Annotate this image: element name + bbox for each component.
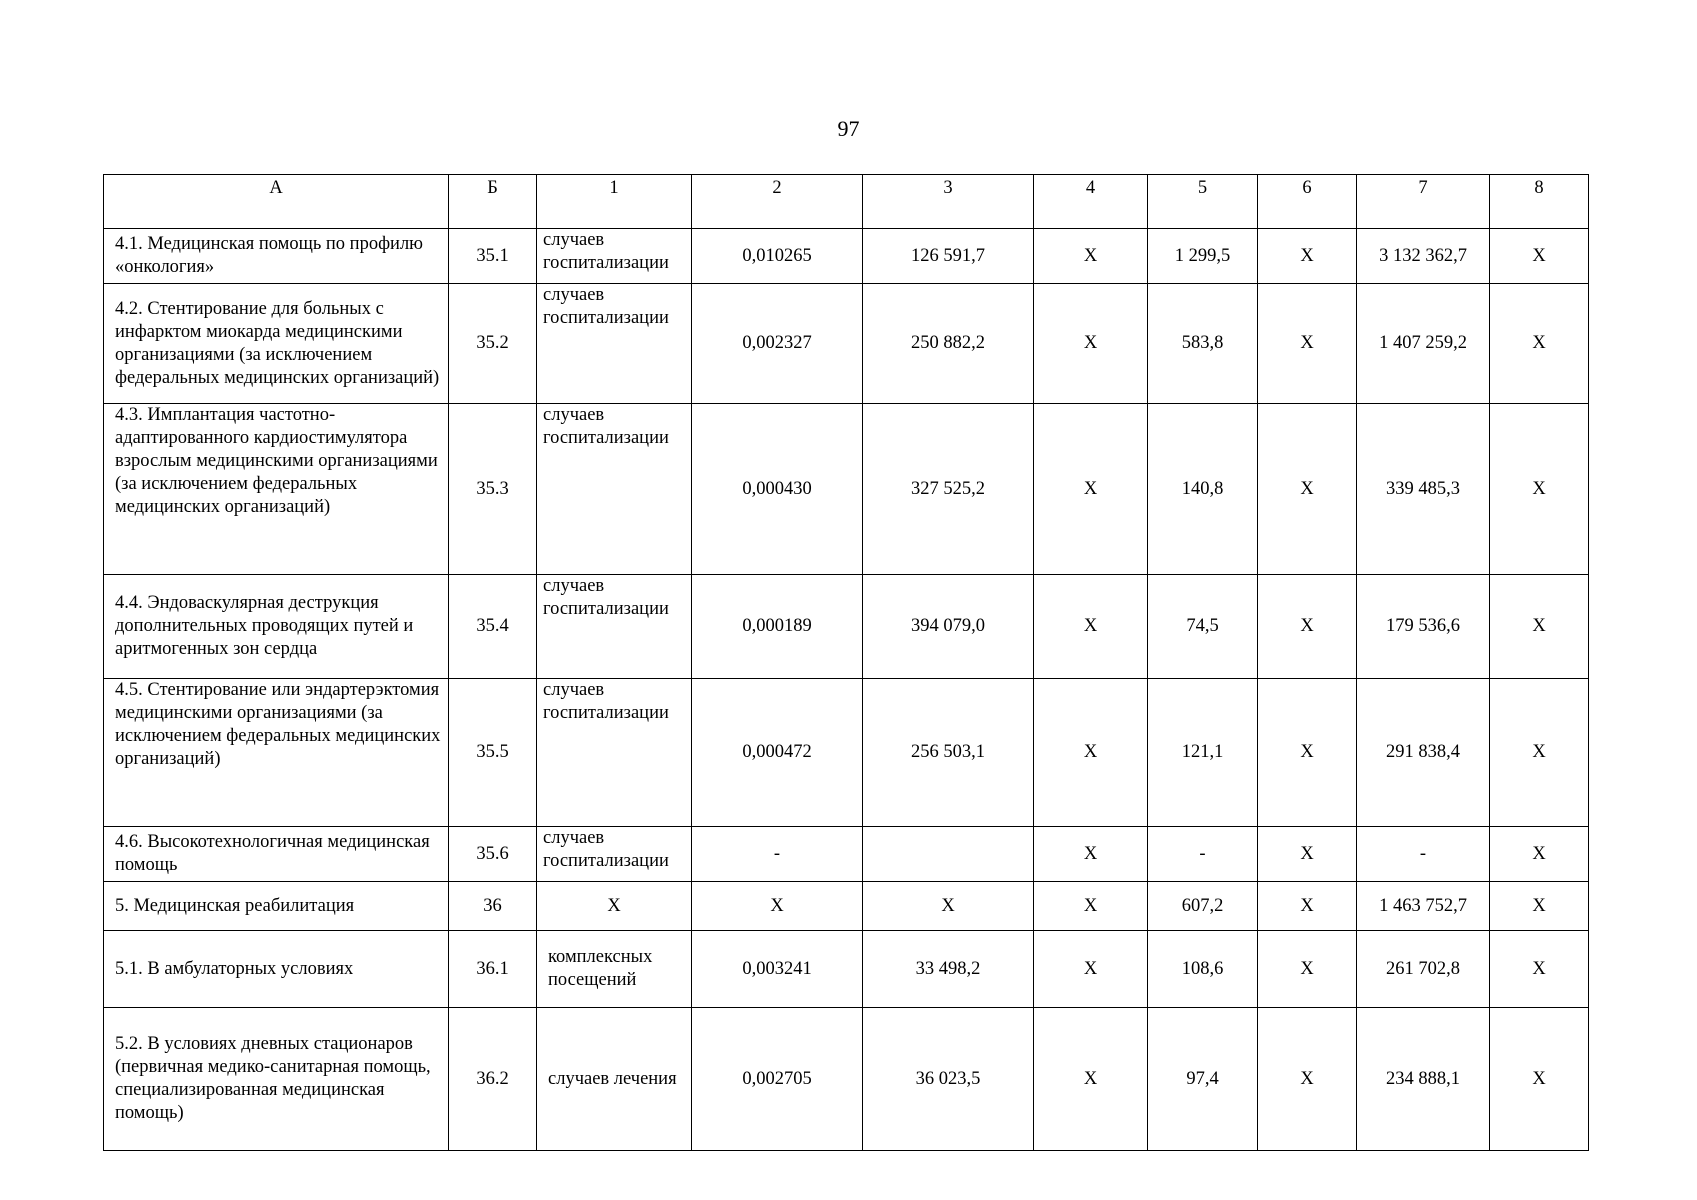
row-name: 4.2. Стентирование для больных с инфарктом миокарда медицинскими организациями (за исключением федеральных медицинских организаций) — [104, 284, 449, 404]
row-code: 35.6 — [449, 827, 537, 882]
table-row — [104, 229, 1589, 284]
row-value-7: 339 485,3 — [1357, 404, 1490, 575]
row-value-3: 394 079,0 — [863, 575, 1034, 679]
table-row — [104, 882, 1589, 931]
row-code: 35.3 — [449, 404, 537, 575]
header-row — [104, 175, 1589, 229]
row-value-4: Х — [1034, 284, 1148, 404]
row-value-7: 234 888,1 — [1357, 1008, 1490, 1151]
row-value-3 — [863, 827, 1034, 882]
row-value-4: Х — [1034, 827, 1148, 882]
row-name: 4.6. Высокотехнологичная медицинская помощь — [104, 827, 449, 882]
header-cell: А — [104, 175, 449, 229]
header-cell: 6 — [1258, 175, 1357, 229]
row-value-7: 291 838,4 — [1357, 679, 1490, 827]
row-value-8: Х — [1490, 284, 1589, 404]
row-value-5: 97,4 — [1148, 1008, 1258, 1151]
header-cell: 1 — [537, 175, 692, 229]
row-value-3: 327 525,2 — [863, 404, 1034, 575]
row-name: 5.1. В амбулаторных условиях — [104, 931, 449, 1008]
row-value-5: 74,5 — [1148, 575, 1258, 679]
row-value-4: Х — [1034, 931, 1148, 1008]
row-value-2: 0,010265 — [692, 229, 863, 284]
table-row — [104, 827, 1589, 882]
row-unit: случаев госпитализации — [537, 679, 692, 827]
header-cell: 4 — [1034, 175, 1148, 229]
row-value-4: Х — [1034, 1008, 1148, 1151]
row-value-8: Х — [1490, 679, 1589, 827]
row-value-7: 179 536,6 — [1357, 575, 1490, 679]
row-value-7: 1 463 752,7 — [1357, 882, 1490, 931]
row-value-8: Х — [1490, 1008, 1589, 1151]
row-unit: случаев госпитализации — [537, 229, 692, 284]
row-value-2: 0,000472 — [692, 679, 863, 827]
table-row — [104, 1008, 1589, 1151]
row-name: 5.2. В условиях дневных стационаров (первичная медико-санитарная помощь, специализированная медицинская помощь) — [104, 1008, 449, 1151]
row-value-5: 583,8 — [1148, 284, 1258, 404]
row-unit: случаев лечения — [537, 1008, 692, 1151]
row-unit: комплексных посещений — [537, 931, 692, 1008]
indicator-table — [103, 174, 1589, 1151]
row-value-4: Х — [1034, 229, 1148, 284]
row-value-8: Х — [1490, 931, 1589, 1008]
page-number: 97 — [837, 116, 860, 141]
table-row — [104, 679, 1589, 827]
row-value-6: Х — [1258, 931, 1357, 1008]
row-name: 4.1. Медицинская помощь по профилю «онкология» — [104, 229, 449, 284]
header-cell: Б — [449, 175, 537, 229]
row-value-5: - — [1148, 827, 1258, 882]
table-row — [104, 404, 1589, 575]
row-value-6: Х — [1258, 882, 1357, 931]
row-value-6: Х — [1258, 1008, 1357, 1151]
row-unit: Х — [537, 882, 692, 931]
row-value-3: 126 591,7 — [863, 229, 1034, 284]
row-value-3: 33 498,2 — [863, 931, 1034, 1008]
row-value-3: 256 503,1 — [863, 679, 1034, 827]
header-cell: 5 — [1148, 175, 1258, 229]
row-value-5: 607,2 — [1148, 882, 1258, 931]
row-value-2: 0,002327 — [692, 284, 863, 404]
row-unit: случаев госпитализации — [537, 404, 692, 575]
row-value-6: Х — [1258, 284, 1357, 404]
row-unit: случаев госпитализации — [537, 575, 692, 679]
row-value-7: 3 132 362,7 — [1357, 229, 1490, 284]
row-value-5: 1 299,5 — [1148, 229, 1258, 284]
row-value-5: 108,6 — [1148, 931, 1258, 1008]
row-value-2: 0,002705 — [692, 1008, 863, 1151]
row-code: 36.1 — [449, 931, 537, 1008]
row-value-6: Х — [1258, 575, 1357, 679]
row-value-8: Х — [1490, 404, 1589, 575]
row-value-5: 121,1 — [1148, 679, 1258, 827]
row-value-7: 1 407 259,2 — [1357, 284, 1490, 404]
table-row — [104, 575, 1589, 679]
row-value-6: Х — [1258, 679, 1357, 827]
row-unit: случаев госпитализации — [537, 827, 692, 882]
row-value-6: Х — [1258, 229, 1357, 284]
row-value-4: Х — [1034, 404, 1148, 575]
header-cell: 7 — [1357, 175, 1490, 229]
row-value-2: 0,000430 — [692, 404, 863, 575]
row-value-3: 36 023,5 — [863, 1008, 1034, 1151]
row-value-2: - — [692, 827, 863, 882]
header-cell: 3 — [863, 175, 1034, 229]
row-code: 35.4 — [449, 575, 537, 679]
row-value-8: Х — [1490, 229, 1589, 284]
row-value-6: Х — [1258, 404, 1357, 575]
row-value-8: Х — [1490, 827, 1589, 882]
row-value-7: 261 702,8 — [1357, 931, 1490, 1008]
table-row — [104, 284, 1589, 404]
row-name: 5. Медицинская реабилитация — [104, 882, 449, 931]
row-value-6: Х — [1258, 827, 1357, 882]
row-code: 36 — [449, 882, 537, 931]
header-cell: 2 — [692, 175, 863, 229]
row-value-2: Х — [692, 882, 863, 931]
table-row — [104, 931, 1589, 1008]
row-code: 36.2 — [449, 1008, 537, 1151]
row-value-4: Х — [1034, 679, 1148, 827]
row-value-4: Х — [1034, 882, 1148, 931]
row-value-2: 0,000189 — [692, 575, 863, 679]
header-cell: 8 — [1490, 175, 1589, 229]
row-code: 35.2 — [449, 284, 537, 404]
row-value-5: 140,8 — [1148, 404, 1258, 575]
row-name: 4.5. Стентирование или эндартерэктомия медицинскими организациями (за исключением федеральных медицинских организаций) — [104, 679, 449, 827]
row-unit: случаев госпитализации — [537, 284, 692, 404]
row-value-3: Х — [863, 882, 1034, 931]
row-value-2: 0,003241 — [692, 931, 863, 1008]
row-value-3: 250 882,2 — [863, 284, 1034, 404]
row-value-4: Х — [1034, 575, 1148, 679]
row-name: 4.3. Имплантация частотно-адаптированного кардиостимулятора взрослым медицинскими организациями (за исключением федеральных медицинских организаций) — [104, 404, 449, 575]
row-name: 4.4. Эндоваскулярная деструкция дополнительных проводящих путей и аритмогенных зон сердца — [104, 575, 449, 679]
row-value-8: Х — [1490, 882, 1589, 931]
row-code: 35.1 — [449, 229, 537, 284]
row-value-8: Х — [1490, 575, 1589, 679]
row-value-7: - — [1357, 827, 1490, 882]
row-code: 35.5 — [449, 679, 537, 827]
